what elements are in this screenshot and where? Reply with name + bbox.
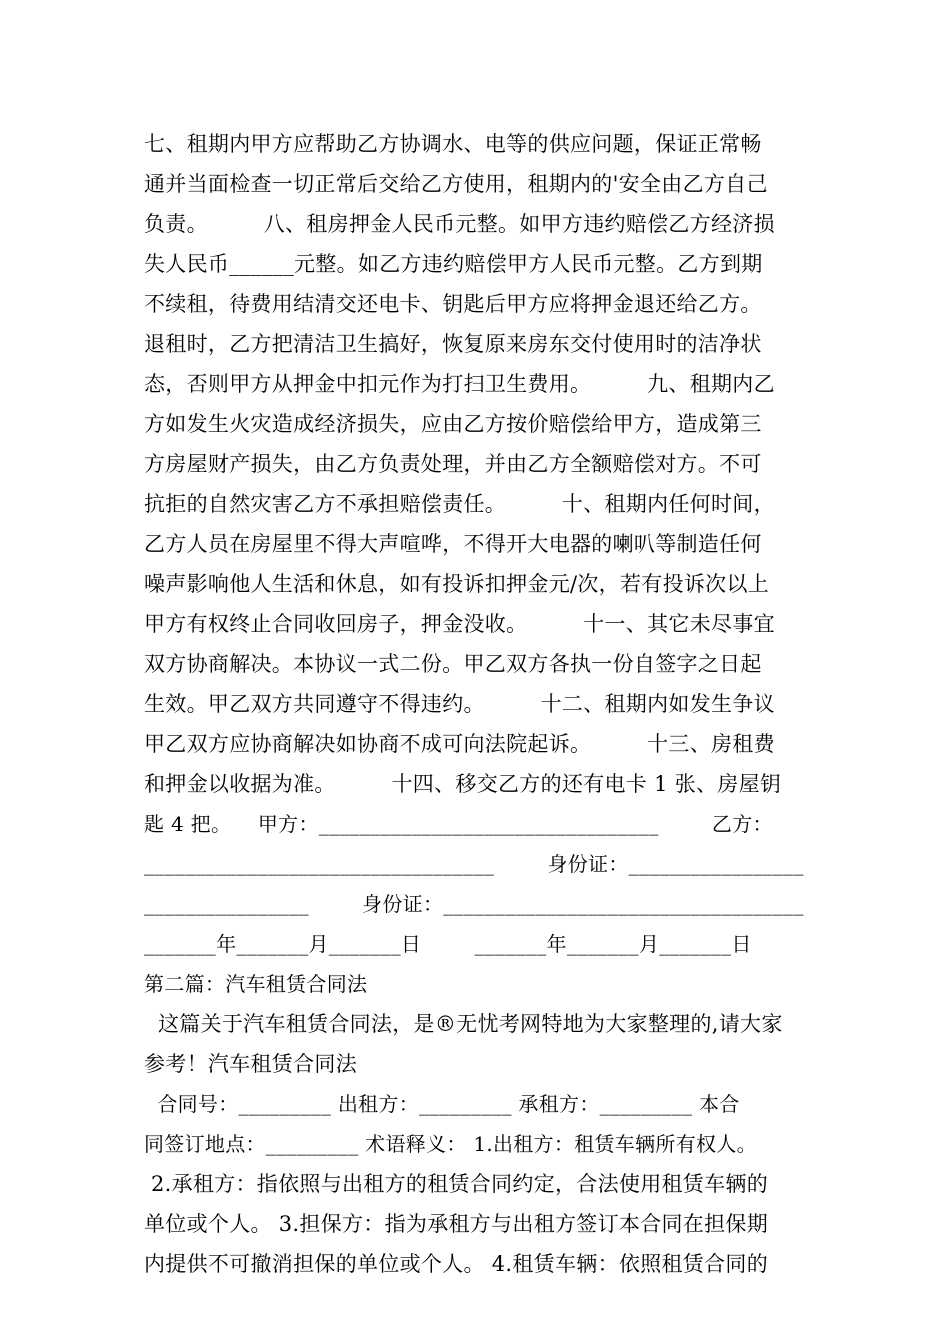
text-line: 甲乙双方应协商解决如协商不成可向法院起诉。 十三、房租费 — [144, 732, 775, 756]
text-line: 甲方有权终止合同收回房子，押金没收。 十一、其它未尽事宜 — [144, 612, 775, 636]
text-line: 不续租，待费用结清交还电卡、钥匙后甲方应将押金退还给乙方。 — [144, 292, 762, 316]
text-line: 这篇关于汽车租赁合同法，是®无忧考网特地为大家整理的,请大家 — [144, 1012, 783, 1036]
text-line: 和押金以收据为准。 十四、移交乙方的还有电卡 1 张、房屋钥 — [144, 772, 782, 796]
date-line: _______年_______月_______日 _______年_______月_______日 — [144, 932, 752, 956]
text-line: 方如发生火灾造成经济损失，应由乙方按价赔偿给甲方，造成第三 — [144, 412, 762, 436]
text-line: 七、租期内甲方应帮助乙方协调水、电等的供应问题，保证正常畅 — [144, 132, 762, 156]
text-line: 抗拒的自然灾害乙方不承担赔偿责任。 十、租期内任何时间， — [144, 492, 775, 516]
text-line: 方房屋财产损失，由乙方负责处理，并由乙方全额赔偿对方。不可 — [144, 452, 762, 476]
text-line: 失人民币______元整。如乙方违约赔偿甲方人民币元整。乙方到期 — [144, 252, 763, 276]
text-line: 退租时，乙方把清洁卫生搞好，恢复原来房东交付使用时的洁净状 — [144, 332, 762, 356]
text-line: 态，否则甲方从押金中扣元作为打扫卫生费用。 九、租期内乙 — [144, 372, 775, 396]
text-line: 合同号：_________ 出租方：_________ 承租方：_________ 本合 — [144, 1092, 740, 1116]
text-line: 同签订地点：_________ 术语释义： 1.出租方：租赁车辆所有权人。 — [144, 1132, 757, 1156]
text-line: 单位或个人。 3.担保方：指为承租方与出租方签订本合同在担保期 — [144, 1212, 769, 1236]
text-line: 通并当面检查一切正常后交给乙方使用，租期内的'安全由乙方自己 — [144, 172, 768, 196]
text-line: 内提供不可撤消担保的单位或个人。 4.租赁车辆：依照租赁合同的 — [144, 1252, 769, 1276]
signature-line: ________________ 身份证：___________________________________ — [144, 892, 804, 916]
text-line: 生效。甲乙双方共同遵守不得违约。 十二、租期内如发生争议 — [144, 692, 775, 716]
text-line: 乙方人员在房屋里不得大声喧哗，不得开大电器的喇叭等制造任何 — [144, 532, 762, 556]
signature-line: __________________________________ 身份证：_________________ — [144, 852, 804, 876]
signature-line: 匙 4 把。 甲方：_________________________________ 乙方： — [144, 812, 773, 836]
text-line: 负责。 八、租房押金人民币元整。如甲方违约赔偿乙方经济损 — [144, 212, 775, 236]
text-line: 参考！汽车租赁合同法 — [144, 1052, 357, 1076]
section-heading: 第二篇：汽车租赁合同法 — [144, 972, 368, 996]
document-body — [144, 124, 824, 1284]
text-line: 噪声影响他人生活和休息，如有投诉扣押金元/次，若有投诉次以上 — [144, 572, 770, 596]
text-line: 2.承租方：指依照与出租方的租赁合同约定，合法使用租赁车辆的 — [144, 1172, 769, 1196]
text-line: 双方协商解决。本协议一式二份。甲乙双方各执一份自签字之日起 — [144, 652, 762, 676]
